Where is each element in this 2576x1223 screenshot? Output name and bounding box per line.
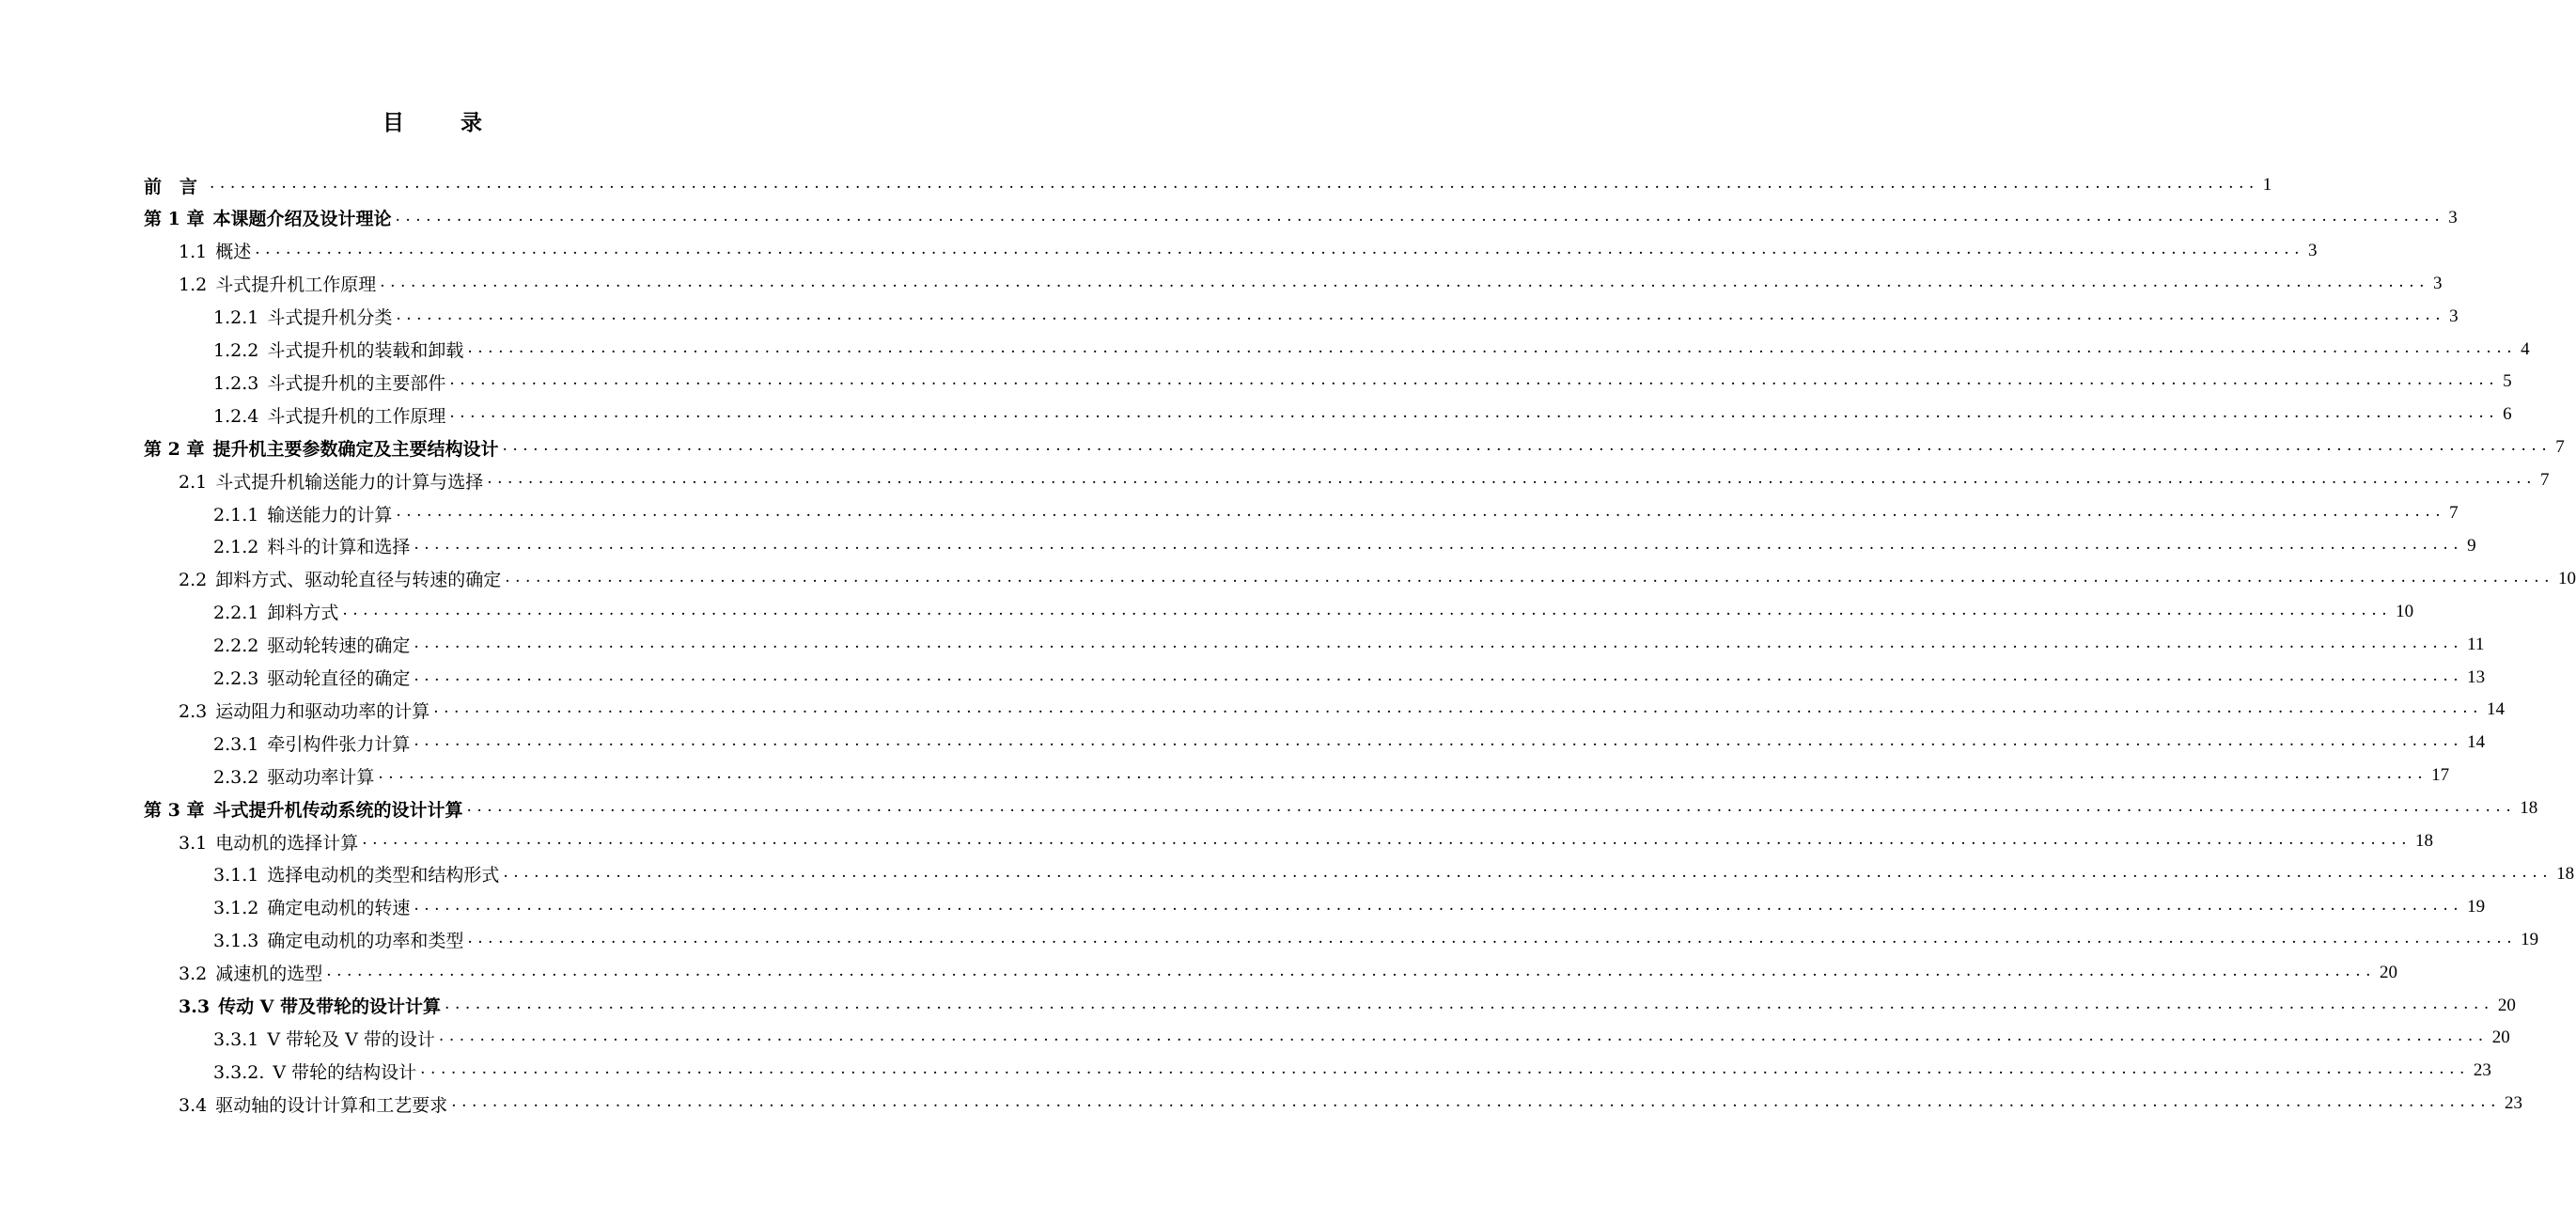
toc-entry[interactable] bbox=[144, 432, 2565, 463]
toc-entry-number: 3.1 bbox=[179, 832, 208, 854]
toc-entry-page: 17 bbox=[2431, 765, 2450, 786]
toc-entry[interactable] bbox=[213, 892, 2486, 922]
toc-entry[interactable] bbox=[213, 498, 2459, 528]
toc-entry-label bbox=[213, 665, 410, 690]
toc-entry[interactable] bbox=[179, 958, 2397, 988]
dot-leader: ........................................................................................................................................................................................................ bbox=[466, 797, 2517, 817]
toc-entry-number: 2.3 bbox=[179, 700, 208, 722]
toc-entry-label bbox=[179, 993, 441, 1018]
dot-leader: ........................................................................................................................................................................................................ bbox=[451, 1092, 2501, 1112]
toc-entry-title: 斗式提升机的工作原理 bbox=[267, 405, 446, 427]
toc-entry-page: 18 bbox=[2520, 798, 2538, 819]
toc-entry-number: 3.4 bbox=[179, 1094, 208, 1116]
dot-leader: ........................................................................................................................................................................................................ bbox=[342, 600, 2393, 619]
toc-entry-label bbox=[213, 1026, 435, 1051]
dot-leader: ........................................................................................................................................................................................................ bbox=[449, 370, 2500, 390]
toc-entry-page: 7 bbox=[2555, 437, 2565, 458]
toc-entry-title: 输送能力的计算 bbox=[267, 504, 393, 525]
toc-entry-title: 传动 V 带及带轮的设计计算 bbox=[218, 996, 442, 1017]
toc-entry-title: 斗式提升机的装载和卸载 bbox=[267, 340, 464, 361]
toc-entry-label bbox=[213, 632, 410, 657]
toc-entry-label bbox=[213, 533, 410, 558]
toc-entry-number: 2.1.1 bbox=[213, 504, 259, 525]
toc-entry-label bbox=[213, 369, 445, 395]
toc-entry-page: 19 bbox=[2521, 929, 2539, 949]
toc-entry-label bbox=[179, 238, 251, 263]
toc-entry-title: 卸料方式 bbox=[267, 603, 339, 624]
toc-entry[interactable] bbox=[179, 826, 2433, 856]
toc-entry-title: 牵引构件张力计算 bbox=[267, 733, 411, 755]
dot-leader: ........................................................................................................................................................................................................ bbox=[467, 337, 2518, 357]
toc-entry-page: 7 bbox=[2540, 470, 2550, 491]
toc-entry[interactable] bbox=[179, 269, 2443, 299]
toc-entry-number: 3.1.3 bbox=[213, 931, 259, 952]
dot-leader: ........................................................................................................................................................................................................ bbox=[414, 534, 2464, 554]
toc-entry-title: 提升机主要参数确定及主要结构设计 bbox=[212, 438, 499, 460]
toc-entry-number: 3.3.1 bbox=[213, 1028, 259, 1050]
dot-leader: ........................................................................................................................................................................................................ bbox=[414, 731, 2464, 751]
toc-entry-title: 确定电动机的功率和类型 bbox=[267, 931, 464, 952]
toc-entry-number: 3.1.2 bbox=[213, 898, 259, 919]
dot-leader: ........................................................................................................................................................................................................ bbox=[326, 961, 2376, 980]
toc-entry-page: 23 bbox=[2505, 1093, 2522, 1114]
dot-leader: ........................................................................................................................................................................................................ bbox=[420, 1059, 2470, 1079]
toc-entry-title: 电动机的选择计算 bbox=[215, 832, 359, 854]
toc-entry-page: 3 bbox=[2308, 240, 2318, 260]
toc-entry[interactable] bbox=[144, 793, 2538, 823]
toc-entry-label bbox=[179, 698, 429, 723]
toc-entry-number: 前 言 bbox=[144, 176, 198, 197]
toc-entry-label bbox=[213, 1058, 416, 1084]
toc-entry-label bbox=[144, 435, 498, 461]
toc-entry-number: 2.1.2 bbox=[213, 537, 259, 558]
toc-entry-page: 20 bbox=[2380, 962, 2397, 982]
toc-entry-title: 驱动功率计算 bbox=[267, 766, 375, 788]
toc-entry-label bbox=[179, 829, 358, 855]
toc-entry-number: 第 2 章 bbox=[144, 438, 205, 460]
toc-entry-title: 驱动轮转速的确定 bbox=[267, 635, 411, 657]
toc-entry-page: 18 bbox=[2556, 863, 2575, 884]
toc-entry-page: 3 bbox=[2448, 207, 2458, 227]
toc-entry-label bbox=[144, 205, 391, 230]
toc-entry-number: 2.2.2 bbox=[213, 635, 259, 657]
toc-entry-title: 本课题介绍及设计理论 bbox=[212, 209, 392, 230]
toc-entry[interactable] bbox=[213, 597, 2414, 627]
dot-leader: ........................................................................................................................................................................................................ bbox=[467, 928, 2518, 948]
toc-entry-label bbox=[213, 730, 410, 756]
toc-entry[interactable] bbox=[213, 335, 2530, 365]
dot-leader: ........................................................................................................................................................................................................ bbox=[396, 502, 2446, 521]
toc-entry-label bbox=[179, 960, 322, 985]
toc-entry[interactable] bbox=[179, 991, 2516, 1021]
toc-entry-number: 1.2.1 bbox=[213, 307, 259, 329]
toc-entry-title: 卸料方式、驱动轮直径与转速的确定 bbox=[215, 570, 502, 591]
toc-entry-page: 10 bbox=[2558, 568, 2576, 588]
toc-entry-number: 2.2.1 bbox=[213, 603, 259, 624]
toc-entry[interactable] bbox=[213, 1023, 2510, 1053]
toc-entry-number: 3.3.2. bbox=[213, 1061, 265, 1083]
toc-entry-page: 6 bbox=[2503, 404, 2512, 425]
toc-entry-number: 1.2.3 bbox=[213, 372, 259, 394]
toc-entry-label bbox=[213, 894, 410, 919]
toc-entry-label bbox=[144, 173, 206, 198]
toc-entry-page: 11 bbox=[2467, 634, 2485, 654]
dot-leader: ........................................................................................................................................................................................................ bbox=[414, 633, 2464, 652]
toc-entry-title: 斗式提升机分类 bbox=[267, 307, 393, 329]
dot-leader: ........................................................................................................................................................................................................ bbox=[505, 567, 2554, 587]
toc-entry-number: 第 1 章 bbox=[144, 209, 205, 230]
toc-entry[interactable] bbox=[179, 564, 2576, 594]
toc-entry[interactable] bbox=[213, 728, 2486, 758]
toc-entry-page: 3 bbox=[2433, 273, 2443, 293]
dot-leader: ........................................................................................................................................................................................................ bbox=[503, 862, 2553, 882]
toc-entry-label bbox=[213, 304, 392, 329]
toc-entry-label bbox=[213, 402, 445, 428]
toc-entry[interactable] bbox=[213, 531, 2476, 561]
toc-entry-number: 1.2.2 bbox=[213, 340, 259, 361]
toc-entry-number: 2.1 bbox=[179, 471, 208, 493]
toc-entry-title: 驱动轴的设计计算和工艺要求 bbox=[215, 1094, 448, 1116]
toc-entry-page: 7 bbox=[2449, 503, 2459, 523]
toc-entry-page: 9 bbox=[2467, 535, 2476, 556]
toc-entry-label bbox=[179, 271, 376, 296]
dot-leader: ........................................................................................................................................................................................................ bbox=[362, 830, 2412, 849]
toc-entry-label bbox=[179, 1091, 447, 1117]
dot-leader: ........................................................................................................................................................................................................ bbox=[378, 764, 2428, 784]
toc-entry-title: V 带轮的结构设计 bbox=[273, 1061, 417, 1083]
toc-entry-number: 1.2.4 bbox=[213, 405, 259, 427]
dot-leader: ........................................................................................................................................................................................................ bbox=[414, 895, 2464, 915]
dot-leader: ........................................................................................................................................................................................................ bbox=[210, 174, 2259, 193]
toc-entry-page: 23 bbox=[2473, 1060, 2491, 1081]
dot-leader: ........................................................................................................................................................................................................ bbox=[395, 206, 2445, 226]
dot-leader: ........................................................................................................................................................................................................ bbox=[396, 305, 2446, 324]
toc-entry-page: 3 bbox=[2449, 306, 2459, 326]
toc-entry-number: 3.3 bbox=[179, 996, 211, 1017]
toc-entry[interactable] bbox=[213, 760, 2450, 791]
toc-entry-title: 斗式提升机传动系统的设计计算 bbox=[212, 799, 463, 821]
toc-entry-title: 概述 bbox=[215, 242, 252, 263]
toc-entry-page: 5 bbox=[2503, 371, 2512, 392]
toc-entry-page: 14 bbox=[2487, 699, 2505, 720]
toc-entry[interactable] bbox=[179, 236, 2318, 266]
toc-entry-title: 斗式提升机的主要部件 bbox=[267, 372, 446, 394]
toc-entry-title: V 带轮及 V 带的设计 bbox=[267, 1028, 435, 1050]
toc-entry[interactable] bbox=[179, 465, 2550, 495]
toc-entry-number: 2.2 bbox=[179, 570, 208, 591]
toc-entry-title: 斗式提升机输送能力的计算与选择 bbox=[215, 471, 484, 493]
toc-entry-title: 减速机的选型 bbox=[215, 964, 323, 985]
toc-entry[interactable] bbox=[213, 400, 2512, 430]
toc-entry-page: 14 bbox=[2467, 732, 2486, 753]
toc-entry[interactable] bbox=[144, 203, 2458, 233]
toc-entry-label bbox=[213, 861, 499, 886]
toc-entry-label bbox=[213, 337, 463, 362]
dot-leader: ........................................................................................................................................................................................................ bbox=[445, 994, 2494, 1013]
toc-entry-page: 13 bbox=[2467, 666, 2486, 687]
toc-entry-label bbox=[213, 501, 392, 526]
toc-entry-page: 10 bbox=[2396, 601, 2414, 621]
dot-leader: ........................................................................................................................................................................................................ bbox=[255, 239, 2304, 259]
toc-entry[interactable] bbox=[213, 367, 2512, 397]
toc-entry-page: 20 bbox=[2491, 1027, 2510, 1048]
toc-entry-label bbox=[213, 927, 463, 952]
toc-entry-label bbox=[213, 599, 338, 624]
toc-entry[interactable] bbox=[213, 663, 2486, 693]
toc-entry-number: 第 3 章 bbox=[144, 799, 205, 821]
toc-entry-page: 18 bbox=[2415, 831, 2433, 851]
toc-entry-number: 2.3.2 bbox=[213, 766, 259, 788]
toc-entry-title: 斗式提升机工作原理 bbox=[215, 274, 377, 296]
toc-entry-page: 19 bbox=[2467, 896, 2486, 917]
dot-leader: ........................................................................................................................................................................................................ bbox=[487, 469, 2537, 489]
toc-entry[interactable] bbox=[213, 630, 2485, 660]
dot-leader: ........................................................................................................................................................................................................ bbox=[433, 698, 2483, 718]
toc-entry-label bbox=[213, 763, 374, 789]
page-title: 目 录 bbox=[382, 110, 507, 135]
toc-entry[interactable] bbox=[179, 695, 2505, 725]
toc-entry-page: 20 bbox=[2497, 995, 2516, 1015]
toc-entry-number: 3.1.1 bbox=[213, 865, 259, 886]
toc-entry-page: 4 bbox=[2521, 338, 2530, 359]
toc-entry-title: 运动阻力和驱动功率的计算 bbox=[215, 700, 430, 722]
toc-entry[interactable] bbox=[213, 302, 2459, 332]
toc-entry[interactable] bbox=[144, 170, 2272, 200]
dot-leader: ........................................................................................................................................................................................................ bbox=[414, 666, 2464, 685]
toc-entry-number: 1.1 bbox=[179, 242, 208, 263]
toc-entry-number: 2.2.3 bbox=[213, 668, 259, 689]
toc-entry-title: 料斗的计算和选择 bbox=[267, 537, 411, 558]
toc-entry[interactable] bbox=[213, 859, 2575, 889]
toc-entry-label bbox=[144, 796, 462, 822]
toc-entry-title: 确定电动机的转速 bbox=[267, 898, 411, 919]
toc-entry-page: 1 bbox=[2262, 175, 2272, 195]
toc-entry-number: 2.3.1 bbox=[213, 733, 259, 755]
dot-leader: ........................................................................................................................................................................................................ bbox=[380, 272, 2429, 291]
toc-entry-number: 1.2 bbox=[179, 274, 208, 296]
dot-leader: ........................................................................................................................................................................................................ bbox=[438, 1027, 2489, 1046]
dot-leader: ........................................................................................................................................................................................................ bbox=[502, 436, 2553, 456]
dot-leader: ........................................................................................................................................................................................................ bbox=[449, 403, 2500, 423]
toc-entry-label bbox=[179, 468, 483, 494]
toc-entry[interactable] bbox=[213, 925, 2539, 955]
toc-entry-number: 3.2 bbox=[179, 964, 208, 985]
toc-entry-title: 选择电动机的类型和结构形式 bbox=[267, 865, 500, 886]
toc-entry[interactable] bbox=[179, 1089, 2522, 1119]
toc-entry[interactable] bbox=[213, 1056, 2491, 1086]
toc-entry-label bbox=[179, 566, 501, 591]
toc-entry-title: 驱动轮直径的确定 bbox=[267, 668, 411, 689]
